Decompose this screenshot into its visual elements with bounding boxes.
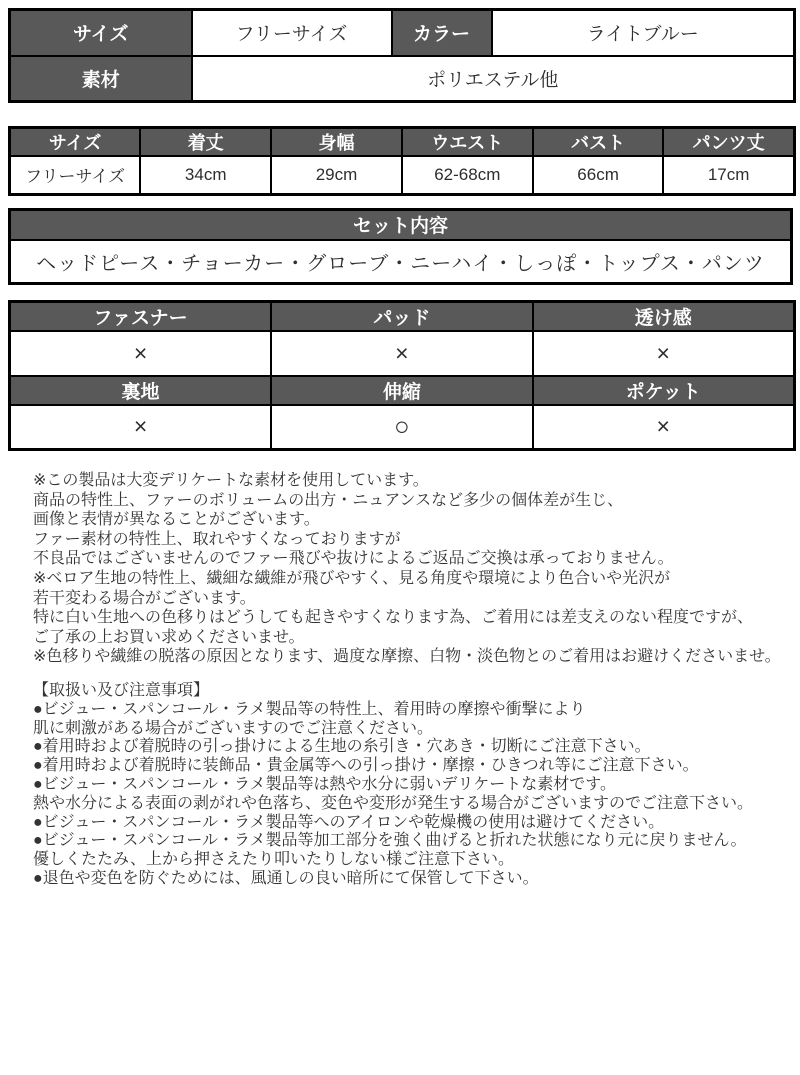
spec-table bbox=[8, 8, 796, 103]
set-contents-header-row bbox=[10, 209, 792, 240]
spec-row-size-color bbox=[10, 10, 795, 56]
note-line: ご了承の上お買い求めくださいませ。 bbox=[33, 628, 305, 646]
care-line: 熱や水分による表面の剥がれや色落ち、変色や変形が発生する場合がございますのでご注意下さい。 bbox=[33, 794, 754, 812]
care-line: ●ビジュー・スパンコール・ラメ製品等は熱や水分に弱いデリケートな素材です。 bbox=[33, 775, 616, 793]
set-contents-table bbox=[8, 208, 793, 285]
feature-label-fastener: ファスナー bbox=[10, 301, 272, 331]
feature-value-pocket: × bbox=[533, 405, 795, 450]
care-line: ●ビジュー・スパンコール・ラメ製品等加工部分を強く曲げると折れた状態になり元に戻りません。 bbox=[33, 832, 747, 850]
size-chart-cell: フリーサイズ bbox=[10, 156, 141, 194]
feature-label-pocket: ポケット bbox=[533, 376, 795, 405]
note-line: 特に白い生地への色移りはどうしても起きやすくなります為、ご着用には差支えのない程度ですが、 bbox=[33, 609, 754, 627]
feature-value-sheerness: × bbox=[533, 331, 795, 376]
feature-label-sheerness: 透け感 bbox=[533, 301, 795, 331]
size-chart-data-row bbox=[10, 156, 795, 194]
product-notes bbox=[33, 471, 800, 667]
note-line: ※ベロア生地の特性上、繊細な繊維が飛びやすく、見る角度や環境により色合いや光沢が bbox=[33, 569, 671, 587]
note-line: ※この製品は大変デリケートな素材を使用しています。 bbox=[33, 472, 429, 489]
feature-value-stretch: ○ bbox=[271, 405, 533, 450]
size-chart-cell: 62-68cm bbox=[402, 156, 533, 194]
feature-value-lining: × bbox=[10, 405, 272, 450]
size-chart-cell: 29cm bbox=[271, 156, 402, 194]
spec-color-value: ライトブルー bbox=[492, 10, 795, 56]
feature-value-fastener: × bbox=[10, 331, 272, 376]
spec-size-value: フリーサイズ bbox=[192, 10, 392, 56]
size-chart-header-row bbox=[10, 128, 795, 157]
size-chart-header: バスト bbox=[533, 128, 664, 157]
care-line: 優しくたたみ、上から押さえたり叩いたりしない様ご注意下さい。 bbox=[33, 851, 514, 869]
care-line: ●ビジュー・スパンコール・ラメ製品等へのアイロンや乾燥機の使用は避けてください。 bbox=[33, 813, 665, 831]
spec-size-label: サイズ bbox=[10, 10, 192, 56]
size-chart-header: 身幅 bbox=[271, 128, 402, 157]
care-line: ●ビジュー・スパンコール・ラメ製品等の特性上、着用時の摩擦や衝撃により bbox=[33, 700, 586, 718]
note-line: 若干変わる場合がございます。 bbox=[33, 589, 256, 607]
feature-value-pad: × bbox=[271, 331, 533, 376]
features-value-row-2 bbox=[10, 405, 795, 450]
set-contents-data-row bbox=[10, 240, 792, 283]
note-line: ファー素材の特性上、取れやすくなっておりますが bbox=[33, 530, 401, 548]
size-chart-header: 着丈 bbox=[140, 128, 271, 157]
spec-material-label: 素材 bbox=[10, 56, 192, 102]
size-chart-cell: 34cm bbox=[140, 156, 271, 194]
size-chart-header: パンツ丈 bbox=[663, 128, 794, 157]
features-table bbox=[8, 300, 796, 452]
care-line: ●退色や変色を防ぐためには、風通しの良い暗所にて保管して下さい。 bbox=[33, 869, 539, 887]
note-line: ※色移りや繊維の脱落の原因となります、過度な摩擦、白物・淡色物とのご着用はお避けくださいませ。 bbox=[33, 648, 781, 666]
features-value-row-1 bbox=[10, 331, 795, 376]
set-contents-items: ヘッドピース・チョーカー・グローブ・ニーハイ・しっぽ・トップス・パンツ bbox=[10, 240, 792, 283]
note-line: 商品の特性上、ファーのボリュームの出方・ニュアンスなど多少の個体差が生じ、 bbox=[33, 491, 624, 509]
spec-row-material bbox=[10, 56, 795, 102]
feature-label-lining: 裏地 bbox=[10, 376, 272, 405]
note-line: 画像と表情が異なることがございます。 bbox=[33, 511, 320, 529]
care-line: ●着用時および着脱時の引っ掛けによる生地の糸引き・穴あき・切断にご注意下さい。 bbox=[33, 738, 651, 756]
features-header-row-2 bbox=[10, 376, 795, 405]
care-title: 【取扱い及び注意事項】 bbox=[33, 681, 210, 699]
spec-material-value: ポリエステル他 bbox=[192, 56, 795, 102]
size-chart-header: ウエスト bbox=[402, 128, 533, 157]
product-spec-sheet bbox=[0, 8, 800, 1075]
note-line: 不良品ではございませんのでファー飛びや抜けによるご返品ご交換は承っておりません。 bbox=[33, 550, 674, 568]
features-header-row-1 bbox=[10, 301, 795, 331]
size-chart-table bbox=[8, 126, 796, 196]
set-contents-title: セット内容 bbox=[10, 209, 792, 240]
care-instructions bbox=[33, 682, 800, 889]
size-chart-header: サイズ bbox=[10, 128, 141, 157]
size-chart-cell: 17cm bbox=[663, 156, 794, 194]
size-chart-cell: 66cm bbox=[533, 156, 664, 194]
care-line: 肌に刺激がある場合がございますのでご注意ください。 bbox=[33, 719, 434, 737]
spec-color-label: カラー bbox=[392, 10, 492, 56]
feature-label-pad: パッド bbox=[271, 301, 533, 331]
feature-label-stretch: 伸縮 bbox=[271, 376, 533, 405]
care-line: ●着用時および着脱時に装飾品・貴金属等への引っ掛け・摩擦・ひきつれ等にご注意下さい。 bbox=[33, 757, 699, 775]
